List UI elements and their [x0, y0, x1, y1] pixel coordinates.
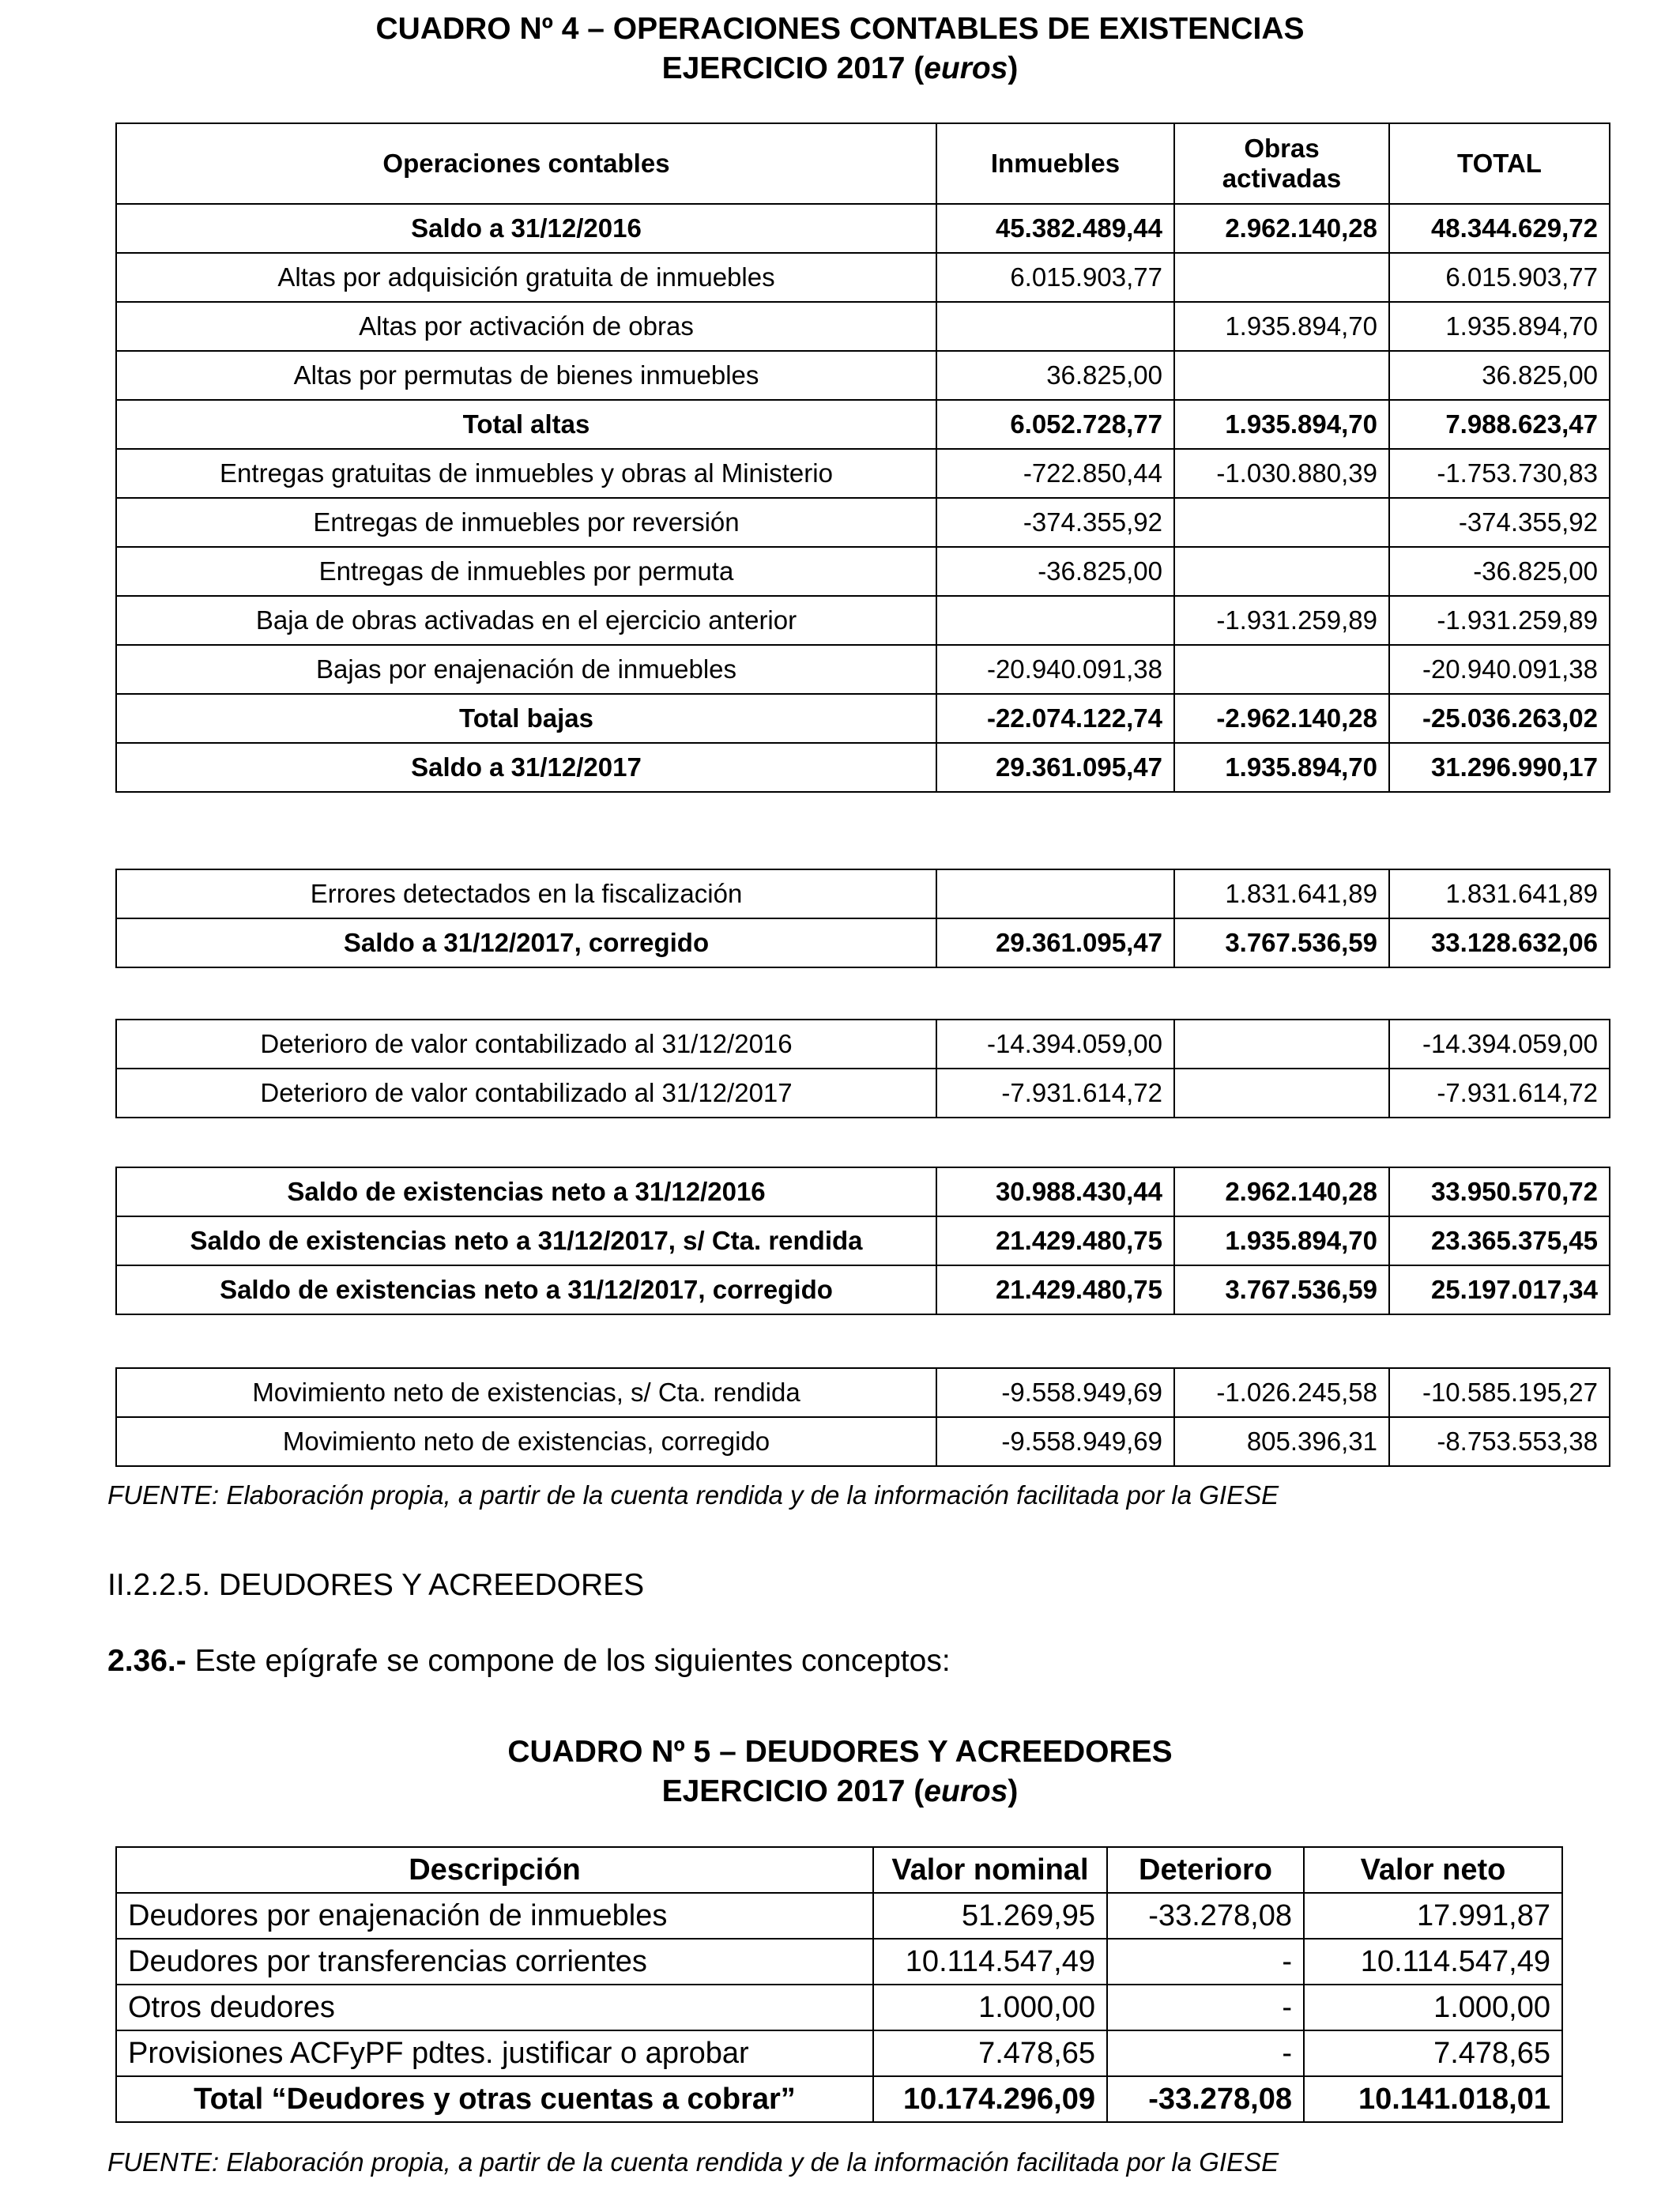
- table-row: [116, 253, 1610, 302]
- inmuebles-value: [936, 596, 1174, 645]
- total-value: 48.344.629,72: [1389, 204, 1610, 253]
- valor-neto-cell: 7.478,65: [1304, 2030, 1562, 2076]
- inmuebles-value: 21.429.480,75: [936, 1265, 1174, 1314]
- inmuebles-value: -20.940.091,38: [936, 645, 1174, 694]
- operacion-label: Total altas: [116, 400, 936, 449]
- inmuebles-value: -722.850,44: [936, 449, 1174, 498]
- operacion-label: Saldo de existencias neto a 31/12/2016: [116, 1167, 936, 1216]
- obras-activadas-value: -1.030.880,39: [1174, 449, 1389, 498]
- obras-activadas-value: 1.935.894,70: [1174, 743, 1389, 792]
- inmuebles-value: 6.052.728,77: [936, 400, 1174, 449]
- operacion-label: Altas por permutas de bienes inmuebles: [116, 351, 936, 400]
- inmuebles-value: 45.382.489,44: [936, 204, 1174, 253]
- total-value: -1.931.259,89: [1389, 596, 1610, 645]
- valor-nominal-cell: 7.478,65: [873, 2030, 1107, 2076]
- inmuebles-value: 21.429.480,75: [936, 1216, 1174, 1265]
- valor-neto-cell: 10.114.547,49: [1304, 1939, 1562, 1985]
- obras-activadas-value: 2.962.140,28: [1174, 204, 1389, 253]
- header-valor-nominal: Valor nominal: [873, 1847, 1107, 1893]
- cuadro5-title-line2: EJERCICIO 2017 (euros): [661, 1774, 1019, 1808]
- inmuebles-value: -22.074.122,74: [936, 694, 1174, 743]
- operacion-label: Movimiento neto de existencias, corregido: [116, 1417, 936, 1466]
- inmuebles-value: 36.825,00: [936, 351, 1174, 400]
- operacion-label: Deterioro de valor contabilizado al 31/12/2016: [116, 1020, 936, 1069]
- obras-activadas-value: 1.831.641,89: [1174, 869, 1389, 918]
- table-row: [116, 302, 1610, 351]
- cuadro5-table: [115, 1846, 1563, 2123]
- total-neto: 10.141.018,01: [1304, 2076, 1562, 2122]
- descripcion-cell: Otros deudores: [116, 1985, 873, 2030]
- operacion-label: Saldo de existencias neto a 31/12/2017, s/ Cta. rendida: [116, 1216, 936, 1265]
- cuadro4-block4: [116, 1167, 1610, 1314]
- table-row: [116, 1020, 1610, 1069]
- table-row: [116, 400, 1610, 449]
- header-total: TOTAL: [1389, 123, 1610, 204]
- total-value: 33.950.570,72: [1389, 1167, 1610, 1216]
- valor-nominal-cell: 10.114.547,49: [873, 1939, 1107, 1985]
- table-row: [116, 1216, 1610, 1265]
- cuadro4-table: [115, 123, 1610, 793]
- table-row: [116, 1265, 1610, 1314]
- cuadro4-block5: [116, 1368, 1610, 1466]
- descripcion-cell: Deudores por enajenación de inmuebles: [116, 1893, 873, 1939]
- total-value: -36.825,00: [1389, 547, 1610, 596]
- table-row: [116, 498, 1610, 547]
- table-row: [116, 1069, 1610, 1118]
- cuadro4-table-saldo-neto: [115, 1167, 1610, 1315]
- operacion-label: Entregas de inmuebles por permuta: [116, 547, 936, 596]
- operacion-label: Baja de obras activadas en el ejercicio anterior: [116, 596, 936, 645]
- inmuebles-value: -7.931.614,72: [936, 1069, 1174, 1118]
- operacion-label: Errores detectados en la fiscalización: [116, 869, 936, 918]
- obras-activadas-value: [1174, 645, 1389, 694]
- operacion-label: Saldo a 31/12/2017, corregido: [116, 918, 936, 967]
- inmuebles-value: -36.825,00: [936, 547, 1174, 596]
- obras-activadas-value: -1.931.259,89: [1174, 596, 1389, 645]
- total-label: Total “Deudores y otras cuentas a cobrar”: [116, 2076, 873, 2122]
- inmuebles-value: 29.361.095,47: [936, 743, 1174, 792]
- valor-neto-cell: 17.991,87: [1304, 1893, 1562, 1939]
- total-value: 1.831.641,89: [1389, 869, 1610, 918]
- operacion-label: Bajas por enajenación de inmuebles: [116, 645, 936, 694]
- total-value: 36.825,00: [1389, 351, 1610, 400]
- cuadro5-body: [116, 1893, 1562, 2122]
- cuadro4-table-deterioro: [115, 1019, 1610, 1118]
- section-heading: II.2.2.5. DEUDORES Y ACREEDORES: [107, 1568, 645, 1602]
- operacion-label: Saldo de existencias neto a 31/12/2017, corregido: [116, 1265, 936, 1314]
- total-value: 31.296.990,17: [1389, 743, 1610, 792]
- total-value: 23.365.375,45: [1389, 1216, 1610, 1265]
- table-row: [116, 2030, 1562, 2076]
- total-value: -14.394.059,00: [1389, 1020, 1610, 1069]
- obras-activadas-value: 3.767.536,59: [1174, 1265, 1389, 1314]
- obras-activadas-value: -1.026.245,58: [1174, 1368, 1389, 1417]
- header-deterioro: Deterioro: [1107, 1847, 1304, 1893]
- header-operaciones: Operaciones contables: [116, 123, 936, 204]
- operacion-label: Saldo a 31/12/2017: [116, 743, 936, 792]
- table-row: [116, 1939, 1562, 1985]
- total-value: -1.753.730,83: [1389, 449, 1610, 498]
- table-row: [116, 694, 1610, 743]
- operacion-label: Altas por adquisición gratuita de inmuebles: [116, 253, 936, 302]
- table-row: [116, 1985, 1562, 2030]
- obras-activadas-value: [1174, 351, 1389, 400]
- total-value: -20.940.091,38: [1389, 645, 1610, 694]
- inmuebles-value: -14.394.059,00: [936, 1020, 1174, 1069]
- table-row: [116, 1167, 1610, 1216]
- total-nominal: 10.174.296,09: [873, 2076, 1107, 2122]
- cuadro5-total-row: [116, 2076, 1562, 2122]
- operacion-label: Deterioro de valor contabilizado al 31/12/2017: [116, 1069, 936, 1118]
- descripcion-cell: Deudores por transferencias corrientes: [116, 1939, 873, 1985]
- deterioro-cell: -33.278,08: [1107, 1893, 1304, 1939]
- table-row: [116, 918, 1610, 967]
- paragraph-text: Este epígrafe se compone de los siguientes conceptos:: [186, 1644, 951, 1678]
- inmuebles-value: -374.355,92: [936, 498, 1174, 547]
- operacion-label: Entregas gratuitas de inmuebles y obras al Ministerio: [116, 449, 936, 498]
- total-value: 7.988.623,47: [1389, 400, 1610, 449]
- obras-activadas-value: 1.935.894,70: [1174, 400, 1389, 449]
- table-row: [116, 351, 1610, 400]
- obras-activadas-value: [1174, 253, 1389, 302]
- inmuebles-value: 29.361.095,47: [936, 918, 1174, 967]
- table-row: [116, 743, 1610, 792]
- header-obras-activadas: Obras activadas: [1174, 123, 1389, 204]
- header-inmuebles: Inmuebles: [936, 123, 1174, 204]
- inmuebles-value: 6.015.903,77: [936, 253, 1174, 302]
- table-row: [116, 596, 1610, 645]
- header-descripcion: Descripción: [116, 1847, 873, 1893]
- obras-activadas-value: 2.962.140,28: [1174, 1167, 1389, 1216]
- table-row: [116, 204, 1610, 253]
- cuadro5-title-line1: CUADRO Nº 5 – DEUDORES Y ACREEDORES: [507, 1735, 1173, 1769]
- inmuebles-value: -9.558.949,69: [936, 1368, 1174, 1417]
- cuadro5-header-row: [116, 1847, 1562, 1893]
- obras-activadas-value: [1174, 1020, 1389, 1069]
- obras-activadas-value: 1.935.894,70: [1174, 1216, 1389, 1265]
- obras-activadas-value: 1.935.894,70: [1174, 302, 1389, 351]
- cuadro5-source: FUENTE: Elaboración propia, a partir de la cuenta rendida y de la información facilitada por la GIESE: [107, 2147, 1279, 2177]
- descripcion-cell: Provisiones ACFyPF pdtes. justificar o aprobar: [116, 2030, 873, 2076]
- deterioro-cell: -: [1107, 2030, 1304, 2076]
- inmuebles-value: [936, 302, 1174, 351]
- cuadro4-header-row: [116, 123, 1610, 204]
- table-row: [116, 1417, 1610, 1466]
- operacion-label: Saldo a 31/12/2016: [116, 204, 936, 253]
- total-value: -7.931.614,72: [1389, 1069, 1610, 1118]
- valor-nominal-cell: 51.269,95: [873, 1893, 1107, 1939]
- table-row: [116, 1893, 1562, 1939]
- total-value: 1.935.894,70: [1389, 302, 1610, 351]
- total-value: 6.015.903,77: [1389, 253, 1610, 302]
- valor-neto-cell: 1.000,00: [1304, 1985, 1562, 2030]
- cuadro4-table-movimiento: [115, 1367, 1610, 1467]
- total-value: -10.585.195,27: [1389, 1368, 1610, 1417]
- total-value: 25.197.017,34: [1389, 1265, 1610, 1314]
- obras-activadas-value: 3.767.536,59: [1174, 918, 1389, 967]
- cuadro4-block3: [116, 1020, 1610, 1118]
- total-value: 33.128.632,06: [1389, 918, 1610, 967]
- cuadro4-title-line1: CUADRO Nº 4 – OPERACIONES CONTABLES DE EXISTENCIAS: [375, 12, 1305, 46]
- operacion-label: Entregas de inmuebles por reversión: [116, 498, 936, 547]
- table-row: [116, 449, 1610, 498]
- cuadro4-block2: [116, 869, 1610, 967]
- section-paragraph: [107, 1642, 951, 1680]
- cuadro4-source: FUENTE: Elaboración propia, a partir de la cuenta rendida y de la información facilitada por la GIESE: [107, 1480, 1279, 1510]
- total-deterioro: -33.278,08: [1107, 2076, 1304, 2122]
- total-value: -8.753.553,38: [1389, 1417, 1610, 1466]
- total-value: -374.355,92: [1389, 498, 1610, 547]
- valor-nominal-cell: 1.000,00: [873, 1985, 1107, 2030]
- table-row: [116, 547, 1610, 596]
- obras-activadas-value: [1174, 547, 1389, 596]
- table-row: [116, 645, 1610, 694]
- inmuebles-value: -9.558.949,69: [936, 1417, 1174, 1466]
- obras-activadas-value: -2.962.140,28: [1174, 694, 1389, 743]
- table-row: [116, 1368, 1610, 1417]
- cuadro5-title: [0, 1732, 1680, 1811]
- obras-activadas-value: 805.396,31: [1174, 1417, 1389, 1466]
- cuadro4-table-errores: [115, 869, 1610, 968]
- deterioro-cell: -: [1107, 1939, 1304, 1985]
- cuadro4-block1: [116, 204, 1610, 792]
- total-value: -25.036.263,02: [1389, 694, 1610, 743]
- deterioro-cell: -: [1107, 1985, 1304, 2030]
- paragraph-number: 2.36.-: [107, 1644, 186, 1678]
- cuadro4-title: [0, 9, 1680, 89]
- obras-activadas-value: [1174, 1069, 1389, 1118]
- header-valor-neto: Valor neto: [1304, 1847, 1562, 1893]
- inmuebles-value: 30.988.430,44: [936, 1167, 1174, 1216]
- obras-activadas-value: [1174, 498, 1389, 547]
- operacion-label: Altas por activación de obras: [116, 302, 936, 351]
- table-row: [116, 869, 1610, 918]
- operacion-label: Total bajas: [116, 694, 936, 743]
- operacion-label: Movimiento neto de existencias, s/ Cta. rendida: [116, 1368, 936, 1417]
- inmuebles-value: [936, 869, 1174, 918]
- cuadro4-title-line2: EJERCICIO 2017 (euros): [661, 51, 1019, 85]
